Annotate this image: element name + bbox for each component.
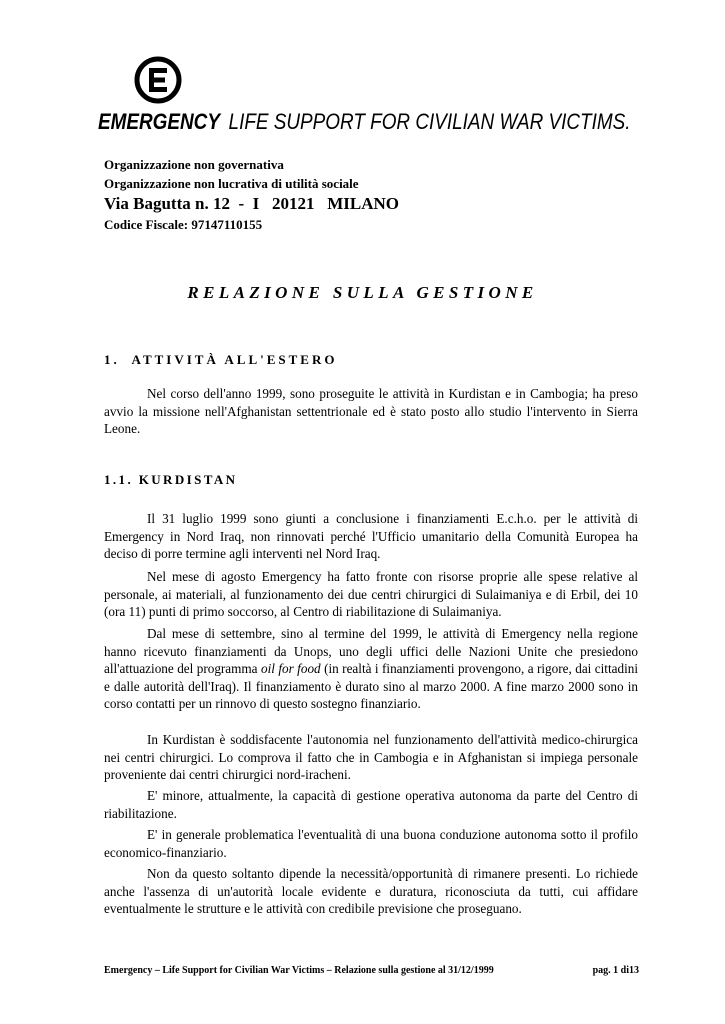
- org-fiscal-code: Codice Fiscale: 97147110155: [104, 217, 263, 232]
- org-nonprofit-line: Organizzazione non lucrativa di utilità sociale: [104, 176, 359, 191]
- organization-info: [104, 155, 399, 234]
- paragraph: Nel mese di agosto Emergency ha fatto fronte con risorse proprie alle spese relative al personale, ai materiali, al funzionamento dei due centri chirurgici di Sulaimaniya e di Erbil, dei 10 (ora 11) punti di primo soccorso, al Centro di riabilitazione di Sulaimaniya.: [104, 569, 638, 620]
- paragraph: [104, 625, 638, 713]
- brand-line: [98, 108, 631, 136]
- footer-text: Emergency – Life Support for Civilian War Victims – Relazione sulla gestione al 31/12/1999: [104, 965, 494, 976]
- paragraph: E' minore, attualmente, la capacità di gestione operativa autonoma da parte del Centro di riabilitazione.: [104, 788, 638, 821]
- document-title: RELAZIONE SULLA GESTIONE: [187, 283, 538, 302]
- brand-tagline: LIFE SUPPORT FOR CIVILIAN WAR VICTIMS.: [228, 109, 631, 134]
- org-address: Via Bagutta n. 12 - I 20121 MILANO: [104, 194, 399, 213]
- paragraph: Nel corso dell'anno 1999, sono proseguite le attività in Kurdistan e in Cambogia; ha preso avvio la missione nell'Afghanistan settentrionale ed è stato posto allo studio l'intervento in Sierra Leone.: [104, 386, 638, 437]
- org-type-line: Organizzazione non governativa: [104, 157, 284, 172]
- section-heading-attivita-estero: 1. ATTIVITÀ ALL'ESTERO: [104, 352, 338, 367]
- brand-name: EMERGENCY: [98, 109, 220, 134]
- page-footer: [104, 965, 639, 976]
- paragraph: E' in generale problematica l'eventualità di una buona conduzione autonoma sotto il profilo economico-finanziario.: [104, 827, 638, 860]
- program-name-italic: oil for food: [260, 661, 321, 677]
- paragraph: In Kurdistan è soddisfacente l'autonomia nel funzionamento dell'attività medico-chirurgica nei centri chirurgici. Lo comprova il fatto che in Cambogia e in Afghanistan si impiega personale proveniente dai centri chirurgici nord-iracheni.: [104, 732, 638, 783]
- paragraph: Non da questo soltanto dipende la necessità/opportunità di rimanere presenti. Lo richiede anche l'assenza di un'autorità locale evidente e duratura, riconosciuta da tutti, cui affidare eventualmente le strutture e le attività con credibile previsione che proseguano.: [104, 866, 638, 917]
- paragraph-text: (in realtà i finanziamenti provengono, a rigore, dai cittadini e dalle autorità dell'Iraq). Il finanziamento è durato sino al marzo 2000. A fine marzo 2000 sono in corso contatti per un rinnovo di questo sostegno finanziario.: [104, 661, 638, 712]
- section-heading-kurdistan: 1.1. KURDISTAN: [104, 472, 238, 487]
- page-number: pag. 1 di13: [592, 965, 639, 976]
- paragraph-text: Dal mese di settembre, sino al termine del 1999, le attività di Emergency nella regione hanno ricevuto finanziamenti da Unops, uno degli uffici delle Nazioni Unite che presiedono all'attuazione del programma: [104, 626, 638, 677]
- emergency-e-logo-icon: [134, 56, 182, 104]
- paragraph: Il 31 luglio 1999 sono giunti a conclusione i finanziamenti E.c.h.o. per le attività di Emergency in Nord Iraq, non rinnovati perché l'Ufficio umanitario della Comunità Europea ha deciso di porre termine agli interventi nel Nord Iraq.: [104, 511, 638, 562]
